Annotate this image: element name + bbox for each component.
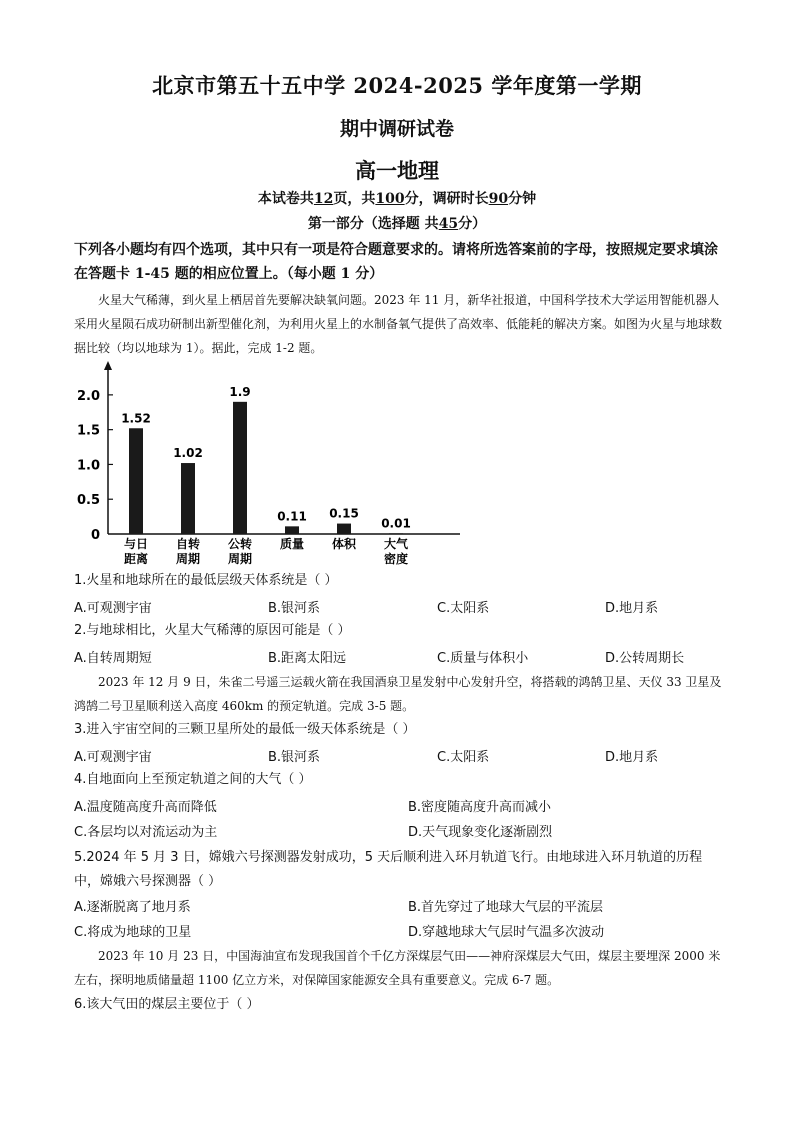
category-label: 密度 — [383, 552, 409, 566]
q1-option-c[interactable]: C.太阳系 — [437, 601, 490, 616]
y-axis-arrow — [104, 361, 112, 370]
bar-value-label: 0.01 — [381, 516, 411, 531]
q2-option-b[interactable]: B.距离太阳远 — [268, 651, 347, 666]
question-2-stem: 2.与地球相比，火星大气稀薄的原因可能是（ ） — [74, 623, 351, 638]
page-count: 12 — [313, 191, 334, 207]
question-5-stem: 5.2024 年 5 月 3 日，嫦娥六号探测器发射成功，5 天后顺利进入环月轨道飞行。由地球进入环月轨道的历程中，嫦娥六号探测器（ ） — [74, 850, 703, 889]
category-label: 与日 — [123, 537, 149, 551]
subject-title: 高一地理 — [355, 158, 439, 183]
q5-option-a[interactable]: A.逐渐脱离了地月系 — [74, 900, 191, 915]
bar — [337, 524, 351, 534]
bar — [389, 533, 403, 534]
category-label: 质量 — [279, 537, 305, 551]
total-score: 100 — [375, 191, 405, 207]
question-6-stem: 6.该大气田的煤层主要位于（ ） — [74, 997, 260, 1012]
q4-option-d[interactable]: D.天气现象变化逐渐剧烈 — [408, 825, 553, 840]
q4-option-c[interactable]: C.各层均以对流运动为主 — [74, 825, 218, 840]
y-tick-label: 0.5 — [76, 493, 100, 509]
y-tick-label: 0 — [90, 528, 100, 543]
category-label: 周期 — [175, 552, 201, 566]
bar — [129, 428, 143, 534]
q5-option-b[interactable]: B.首先穿过了地球大气层的平流层 — [408, 900, 604, 915]
category-label: 距离 — [123, 552, 149, 566]
bar-value-label: 1.02 — [173, 446, 203, 461]
bar — [285, 526, 299, 534]
bar-value-label: 1.9 — [229, 384, 251, 399]
category-label: 大气 — [383, 537, 409, 551]
bar — [181, 463, 195, 534]
q2-option-c[interactable]: C.质量与体积小 — [437, 651, 529, 666]
q4-option-a[interactable]: A.温度随高度升高而降低 — [74, 800, 217, 815]
passage-2: 2023 年 12 月 9 日，朱雀二号遥三运载火箭在我国酒泉卫星发射中心发射升空，将搭载的鸿鹄卫星、天仪 33 卫星及鸿鹄二号卫星顺利送入高度 460km 的预定轨道。完成 3-5 题。 — [74, 675, 722, 713]
q1-option-d[interactable]: D.地月系 — [605, 601, 659, 616]
category-label: 体积 — [331, 537, 357, 551]
q3-option-d[interactable]: D.地月系 — [605, 750, 659, 765]
y-tick-label: 1.5 — [76, 423, 100, 439]
q3-option-a[interactable]: A.可观测宇宙 — [74, 750, 152, 765]
exam-minutes: 90 — [488, 191, 509, 207]
q3-option-c[interactable]: C.太阳系 — [437, 750, 490, 765]
q5-option-c[interactable]: C.将成为地球的卫星 — [74, 925, 192, 940]
q2-option-a[interactable]: A.自转周期短 — [74, 651, 152, 666]
q5-option-d[interactable]: D.穿越地球大气层时气温多次波动 — [408, 925, 605, 940]
passage-3: 2023 年 10 月 23 日，中国海油宣布发现我国首个千亿方深煤层气田——神府深煤层大气田，煤层主要埋深 2000 米左右，探明地质储量超 1100 亿立方米，对保障国家能源安全具有重要意义。完成 6-7 题。 — [74, 949, 721, 987]
bar-value-label: 0.11 — [277, 509, 307, 524]
q1-option-b[interactable]: B.银河系 — [268, 601, 321, 616]
bar — [233, 402, 247, 534]
y-tick-label: 2.0 — [76, 388, 100, 404]
passage-1: 火星大气稀薄，到火星上栖居首先要解决缺氧问题。2023 年 11 月，新华社报道，中国科学技术大学运用智能机器人采用火星陨石成功研制出新型催化剂，为利用火星上的水制备氧气提供了高效率、低能耗的解决方案。如图为火星与地球数据比较（均以地球为 1）。据此，完成 1-2 题。 — [74, 293, 723, 355]
category-label: 自转 — [175, 537, 201, 551]
part-heading: 第一部分（选择题 共45分） — [307, 216, 487, 232]
school-title: 北京市第五十五中学 2024-2025 学年度第一学期 — [152, 73, 642, 98]
exam-title: 期中调研试卷 — [339, 118, 454, 140]
q2-option-d[interactable]: D.公转周期长 — [605, 651, 685, 666]
bar-value-label: 0.15 — [329, 506, 359, 521]
instructions: 下列各小题均有四个选项，其中只有一项是符合题意要求的。请将所选答案前的字母，按照规定要求填涂在答题卡 1-45 题的相应位置上。（每小题 1 分） — [74, 242, 718, 282]
question-1-stem: 1.火星和地球所在的最低层级天体系统是（ ） — [74, 573, 338, 588]
q1-option-a[interactable]: A.可观测宇宙 — [74, 601, 152, 616]
category-label: 公转 — [227, 537, 253, 551]
q4-option-b[interactable]: B.密度随高度升高而减小 — [408, 800, 552, 815]
question-4-stem: 4.自地面向上至预定轨道之间的大气（ ） — [74, 772, 312, 787]
q3-option-b[interactable]: B.银河系 — [268, 750, 321, 765]
y-tick-label: 1.0 — [76, 458, 100, 474]
category-label: 周期 — [227, 552, 253, 566]
question-3-stem: 3.进入宇宙空间的三颗卫星所处的最低一级天体系统是（ ） — [74, 722, 416, 737]
mars-earth-bar-chart — [68, 358, 468, 568]
bar-value-label: 1.52 — [121, 411, 151, 426]
exam-info: 本试卷共12页，共100分，调研时长90分钟 — [257, 191, 537, 207]
